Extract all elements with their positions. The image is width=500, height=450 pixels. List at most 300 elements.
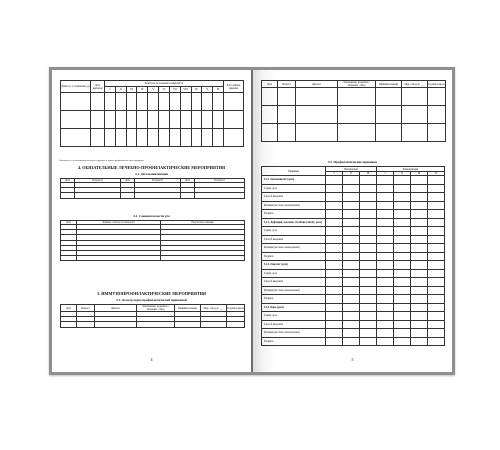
table-cell[interactable] [377, 235, 394, 244]
table-row [262, 124, 446, 142]
table-cell[interactable] [91, 111, 105, 129]
row-label: 5.2.1. Полиомиелит (дата) [262, 176, 326, 185]
table-cell[interactable] [343, 261, 360, 270]
month-header: VII [169, 87, 180, 93]
table-cell[interactable] [343, 295, 360, 304]
table-cell[interactable] [343, 278, 360, 287]
table-cell[interactable] [394, 295, 411, 304]
pre-vaccination-exam-table [60, 304, 245, 328]
th-discharge-date: Дата выписки [91, 81, 105, 93]
table-cell[interactable] [428, 227, 445, 236]
column-header: Результаты санации [161, 221, 245, 225]
table-cell[interactable] [135, 193, 181, 198]
vaccination-row [262, 286, 445, 295]
table-cell[interactable] [428, 329, 445, 338]
table-cell[interactable] [115, 93, 126, 111]
table-cell[interactable] [428, 286, 445, 295]
table-cell[interactable] [343, 286, 360, 295]
table-row [61, 256, 245, 261]
th-visits-control: Контроль посещений специалиста [105, 81, 224, 87]
table-cell[interactable] [169, 93, 180, 111]
table-cell[interactable] [326, 244, 343, 253]
table-cell[interactable] [343, 320, 360, 329]
table-cell[interactable] [411, 278, 428, 287]
table-cell[interactable] [411, 329, 428, 338]
table-cell[interactable] [394, 337, 411, 346]
table-cell[interactable] [175, 322, 201, 327]
table-cell[interactable] [360, 184, 377, 193]
open-journal-book [49, 67, 455, 375]
table-cell[interactable] [105, 111, 116, 129]
table-cell[interactable] [428, 235, 445, 244]
table-cell[interactable] [428, 201, 445, 210]
column-header: Диагноз [296, 81, 338, 88]
table-cell[interactable] [343, 176, 360, 185]
table-cell[interactable] [326, 252, 343, 261]
table-cell[interactable] [137, 93, 148, 111]
table-cell[interactable] [394, 329, 411, 338]
table-row [61, 111, 244, 129]
column-header: Мед. отвод до ___ [402, 81, 428, 88]
table-cell[interactable] [159, 129, 170, 147]
table-cell[interactable] [428, 261, 445, 270]
table-row [61, 129, 244, 147]
column-header: Дата [61, 305, 77, 312]
vaccination-row [262, 312, 445, 321]
table-cell[interactable] [148, 111, 159, 129]
vaccinations-table [261, 166, 445, 346]
table-cell[interactable] [202, 111, 213, 129]
table-cell[interactable] [105, 93, 116, 111]
row-label: Способ введения [262, 193, 326, 202]
table-cell[interactable] [115, 129, 126, 147]
table-cell[interactable] [91, 129, 105, 147]
table-cell[interactable] [411, 295, 428, 304]
column-header: Мед. отвод до ___ [201, 305, 227, 312]
table-cell[interactable] [394, 303, 411, 312]
table-row [61, 322, 245, 327]
table-cell[interactable] [360, 320, 377, 329]
table-cell[interactable] [159, 111, 170, 129]
table-cell[interactable] [377, 261, 394, 270]
table-cell[interactable] [343, 329, 360, 338]
table-cell[interactable] [428, 337, 445, 346]
column-header: Дата [262, 81, 278, 88]
table-cell[interactable] [213, 93, 224, 111]
column-header: Заключение: разрешен / запрещен, отвод [338, 81, 376, 88]
table-cell[interactable] [377, 303, 394, 312]
table-cell[interactable] [377, 244, 394, 253]
table-cell[interactable] [326, 227, 343, 236]
table-cell[interactable] [428, 218, 445, 227]
row-label: Подпись [262, 210, 326, 219]
table-cell[interactable] [278, 88, 296, 106]
vaccination-row [262, 193, 445, 202]
table-cell[interactable] [377, 295, 394, 304]
table-cell[interactable] [148, 93, 159, 111]
table-cell[interactable] [343, 193, 360, 202]
table-cell[interactable] [394, 244, 411, 253]
table-cell[interactable] [411, 193, 428, 202]
table-cell[interactable] [180, 93, 191, 111]
table-cell[interactable] [411, 210, 428, 219]
table-cell[interactable] [343, 218, 360, 227]
table-cell[interactable] [394, 286, 411, 295]
table-cell[interactable] [105, 129, 116, 147]
table-cell[interactable] [343, 303, 360, 312]
table-cell[interactable] [394, 184, 411, 193]
table-cell[interactable] [343, 210, 360, 219]
column-header: Данные осмотра стоматолога [77, 221, 161, 225]
table-cell[interactable] [360, 278, 377, 287]
table-cell[interactable] [428, 252, 445, 261]
table-cell[interactable] [195, 193, 245, 198]
table-cell[interactable] [202, 93, 213, 111]
table-cell[interactable] [224, 111, 244, 129]
table-cell[interactable] [411, 244, 428, 253]
table-cell[interactable] [394, 252, 411, 261]
table-cell[interactable] [61, 256, 77, 261]
table-cell[interactable] [411, 227, 428, 236]
table-cell[interactable] [428, 184, 445, 193]
table-cell[interactable] [377, 320, 394, 329]
month-header: IX [191, 87, 202, 93]
table-cell[interactable] [61, 193, 75, 198]
table-cell[interactable] [428, 176, 445, 185]
table-row [262, 106, 446, 124]
table-cell[interactable] [121, 193, 135, 198]
table-cell[interactable] [377, 269, 394, 278]
th-vaccinations: Прививки [262, 167, 326, 176]
table-cell[interactable] [411, 320, 428, 329]
table-cell[interactable] [326, 312, 343, 321]
column-header: Возраст [278, 81, 296, 88]
month-header: IV [137, 87, 148, 93]
table-cell[interactable] [394, 193, 411, 202]
table-cell[interactable] [411, 201, 428, 210]
table-cell[interactable] [201, 322, 227, 327]
vaccination-row [262, 201, 445, 210]
table-cell[interactable] [360, 235, 377, 244]
month-header: X [202, 87, 213, 93]
table-cell[interactable] [360, 312, 377, 321]
table-cell[interactable] [394, 201, 411, 210]
table-cell[interactable] [343, 227, 360, 236]
month-header: VI [159, 87, 170, 93]
table-cell[interactable] [376, 124, 402, 142]
table-cell[interactable] [360, 295, 377, 304]
table-cell[interactable] [326, 261, 343, 270]
table-cell[interactable] [326, 303, 343, 312]
row-label: Серия, доза [262, 269, 326, 278]
table-cell[interactable] [411, 312, 428, 321]
table-cell[interactable] [394, 312, 411, 321]
column-header: Результат [135, 179, 181, 183]
table-cell[interactable] [296, 106, 338, 124]
revaccination-stage-header: III [411, 172, 428, 176]
vaccination-row [262, 261, 445, 270]
table-cell[interactable] [343, 337, 360, 346]
table-cell[interactable] [213, 129, 224, 147]
table-cell[interactable] [262, 88, 278, 106]
table-cell[interactable] [377, 227, 394, 236]
table-cell[interactable] [411, 337, 428, 346]
table-cell[interactable] [61, 111, 91, 129]
table-cell[interactable] [326, 286, 343, 295]
table-cell[interactable] [181, 193, 195, 198]
table-cell[interactable] [428, 244, 445, 253]
table-row [61, 93, 244, 111]
table-cell[interactable] [75, 193, 121, 198]
table-cell[interactable] [394, 261, 411, 270]
table-cell[interactable] [360, 210, 377, 219]
table-cell[interactable] [428, 193, 445, 202]
table-cell[interactable] [377, 278, 394, 287]
table-cell[interactable] [278, 124, 296, 142]
table-cell[interactable] [326, 295, 343, 304]
table-cell[interactable] [326, 201, 343, 210]
table-cell[interactable] [411, 176, 428, 185]
table-cell[interactable] [213, 111, 224, 129]
right-page [253, 70, 452, 372]
table-cell[interactable] [411, 218, 428, 227]
table-cell[interactable] [411, 269, 428, 278]
row-label: Реакция (местная, немедленная) [262, 201, 326, 210]
table-cell[interactable] [180, 129, 191, 147]
table-cell[interactable] [326, 278, 343, 287]
table-cell[interactable] [428, 278, 445, 287]
table-cell[interactable] [428, 124, 446, 142]
table-cell[interactable] [343, 312, 360, 321]
table-cell[interactable] [411, 286, 428, 295]
table-cell[interactable] [326, 218, 343, 227]
table-cell[interactable] [360, 269, 377, 278]
table-cell[interactable] [343, 184, 360, 193]
subsection-5-2-title: 5.2. Профилактические прививки [327, 160, 378, 164]
vaccination-row [262, 269, 445, 278]
table-cell[interactable] [224, 93, 244, 111]
table-cell[interactable] [360, 261, 377, 270]
row-label: Подпись [262, 295, 326, 304]
vaccination-row [262, 184, 445, 193]
table-cell[interactable] [377, 329, 394, 338]
table-cell[interactable] [338, 88, 376, 106]
table-cell[interactable] [95, 322, 137, 327]
table-cell[interactable] [91, 93, 105, 111]
subsection-4-2-title: 4.2. Санация полости рта [133, 214, 170, 218]
column-header: Дата [61, 179, 75, 183]
table-cell[interactable] [262, 124, 278, 142]
table-cell[interactable] [428, 210, 445, 219]
table-cell[interactable] [326, 337, 343, 346]
table-cell[interactable] [411, 184, 428, 193]
table-cell[interactable] [338, 124, 376, 142]
row-label: Реакция (местная, немедленная) [262, 286, 326, 295]
row-label: Серия, доза [262, 312, 326, 321]
table-cell[interactable] [296, 88, 338, 106]
table-cell[interactable] [326, 176, 343, 185]
table-cell[interactable] [202, 129, 213, 147]
subsection-5-1-title: 5.1. Осмотр перед профилактической прививкой [116, 298, 187, 302]
table-cell[interactable] [394, 278, 411, 287]
left-top-table [60, 80, 244, 147]
table-cell[interactable] [77, 322, 95, 327]
left-page [52, 70, 251, 372]
table-cell[interactable] [376, 88, 402, 106]
vaccination-row [262, 320, 445, 329]
column-header: Дата [61, 221, 77, 225]
table-cell[interactable] [428, 303, 445, 312]
vaccination-row [262, 295, 445, 304]
table-cell[interactable] [343, 201, 360, 210]
table-cell[interactable] [394, 235, 411, 244]
vaccination-row [262, 235, 445, 244]
month-header: I [105, 87, 116, 93]
table-cell[interactable] [296, 124, 338, 142]
table-cell[interactable] [343, 235, 360, 244]
table-cell[interactable] [224, 129, 244, 147]
table-cell[interactable] [428, 106, 446, 124]
table-cell[interactable] [360, 329, 377, 338]
table-cell[interactable] [360, 193, 377, 202]
table-cell[interactable] [428, 269, 445, 278]
row-label: Подпись [262, 337, 326, 346]
column-header: Дата [121, 179, 135, 183]
table-cell[interactable] [169, 111, 180, 129]
column-header: Подпись врача [227, 306, 244, 310]
table-cell[interactable] [402, 88, 428, 106]
table-cell[interactable] [326, 269, 343, 278]
table-cell[interactable] [169, 129, 180, 147]
table-cell[interactable] [126, 129, 137, 147]
table-cell[interactable] [428, 312, 445, 321]
table-cell[interactable] [377, 252, 394, 261]
table-cell[interactable] [402, 106, 428, 124]
table-cell[interactable] [159, 93, 170, 111]
column-header: Дата [181, 179, 195, 183]
table-cell[interactable] [180, 111, 191, 129]
month-header: II [115, 87, 126, 93]
table-cell[interactable] [343, 269, 360, 278]
table-cell[interactable] [161, 256, 245, 261]
vaccination-row [262, 244, 445, 253]
revaccination-stage-header: I [377, 172, 394, 176]
table-cell[interactable] [377, 201, 394, 210]
table-cell[interactable] [376, 106, 402, 124]
table-cell[interactable] [394, 227, 411, 236]
table-row [61, 193, 245, 198]
table-cell[interactable] [411, 303, 428, 312]
table-cell[interactable] [191, 111, 202, 129]
table-cell[interactable] [428, 320, 445, 329]
page-number-right: 5 [351, 357, 354, 362]
table-cell[interactable] [137, 322, 175, 327]
month-header: III [126, 87, 137, 93]
table-cell[interactable] [137, 111, 148, 129]
table-cell[interactable] [191, 93, 202, 111]
table-cell[interactable] [394, 210, 411, 219]
table-cell[interactable] [360, 244, 377, 253]
table-cell[interactable] [61, 93, 91, 111]
table-cell[interactable] [126, 111, 137, 129]
vaccination-row [262, 278, 445, 287]
table-cell[interactable] [61, 129, 91, 147]
table-cell[interactable] [360, 227, 377, 236]
table-cell[interactable] [61, 322, 77, 327]
table-cell[interactable] [227, 322, 245, 327]
table-cell[interactable] [148, 129, 159, 147]
table-cell[interactable] [115, 111, 126, 129]
table-cell[interactable] [411, 235, 428, 244]
table-cell[interactable] [326, 329, 343, 338]
table-cell[interactable] [402, 124, 428, 142]
column-header: Подпись врача [428, 82, 445, 86]
table-cell[interactable] [191, 129, 202, 147]
vaccination-stage-header: III [360, 172, 377, 176]
table-cell[interactable] [394, 320, 411, 329]
table-cell[interactable] [137, 129, 148, 147]
footnote: Заполняется на основании паспорта здоровья и карты профилактических прививок [59, 159, 144, 162]
table-cell[interactable] [326, 193, 343, 202]
table-cell[interactable] [338, 106, 376, 124]
table-cell[interactable] [360, 218, 377, 227]
table-cell[interactable] [377, 176, 394, 185]
table-cell[interactable] [77, 256, 161, 261]
table-cell[interactable] [360, 176, 377, 185]
vaccination-row [262, 176, 445, 185]
column-header: Заключение: разрешен / запрещен, отвод [137, 305, 175, 312]
table-cell[interactable] [360, 337, 377, 346]
table-cell[interactable] [278, 106, 296, 124]
row-label: Реакция (местная, немедленная) [262, 244, 326, 253]
table-cell[interactable] [360, 286, 377, 295]
vaccination-stage-header: II [343, 172, 360, 176]
table-cell[interactable] [126, 93, 137, 111]
table-cell[interactable] [360, 252, 377, 261]
right-top-table [261, 80, 446, 142]
column-header: Результат [75, 179, 121, 183]
table-cell[interactable] [377, 210, 394, 219]
th-revaccination: Ревакцинация [377, 167, 445, 172]
table-cell[interactable] [262, 106, 278, 124]
table-cell[interactable] [360, 303, 377, 312]
table-cell[interactable] [411, 252, 428, 261]
table-cell[interactable] [326, 235, 343, 244]
table-cell[interactable] [377, 193, 394, 202]
table-cell[interactable] [326, 320, 343, 329]
table-cell[interactable] [394, 218, 411, 227]
table-cell[interactable] [411, 261, 428, 270]
revaccination-stage-header: IV [428, 172, 445, 176]
table-cell[interactable] [343, 244, 360, 253]
table-cell[interactable] [326, 210, 343, 219]
table-cell[interactable] [428, 88, 446, 106]
table-cell[interactable] [326, 184, 343, 193]
vaccination-row [262, 329, 445, 338]
table-cell[interactable] [343, 252, 360, 261]
table-cell[interactable] [377, 337, 394, 346]
table-cell[interactable] [377, 286, 394, 295]
table-cell[interactable] [394, 176, 411, 185]
section-4-title: 4. ОБЯЗАТЕЛЬНЫЕ ЛЕЧЕБНО-ПРОФИЛАКТИЧЕСКИЕ МЕРОПРИЯТИЯ [78, 165, 225, 170]
table-cell[interactable] [377, 218, 394, 227]
table-cell[interactable] [394, 269, 411, 278]
column-header: Диагноз [95, 305, 137, 312]
table-cell[interactable] [428, 295, 445, 304]
table-cell[interactable] [377, 312, 394, 321]
table-cell[interactable] [360, 201, 377, 210]
table-cell[interactable] [377, 184, 394, 193]
